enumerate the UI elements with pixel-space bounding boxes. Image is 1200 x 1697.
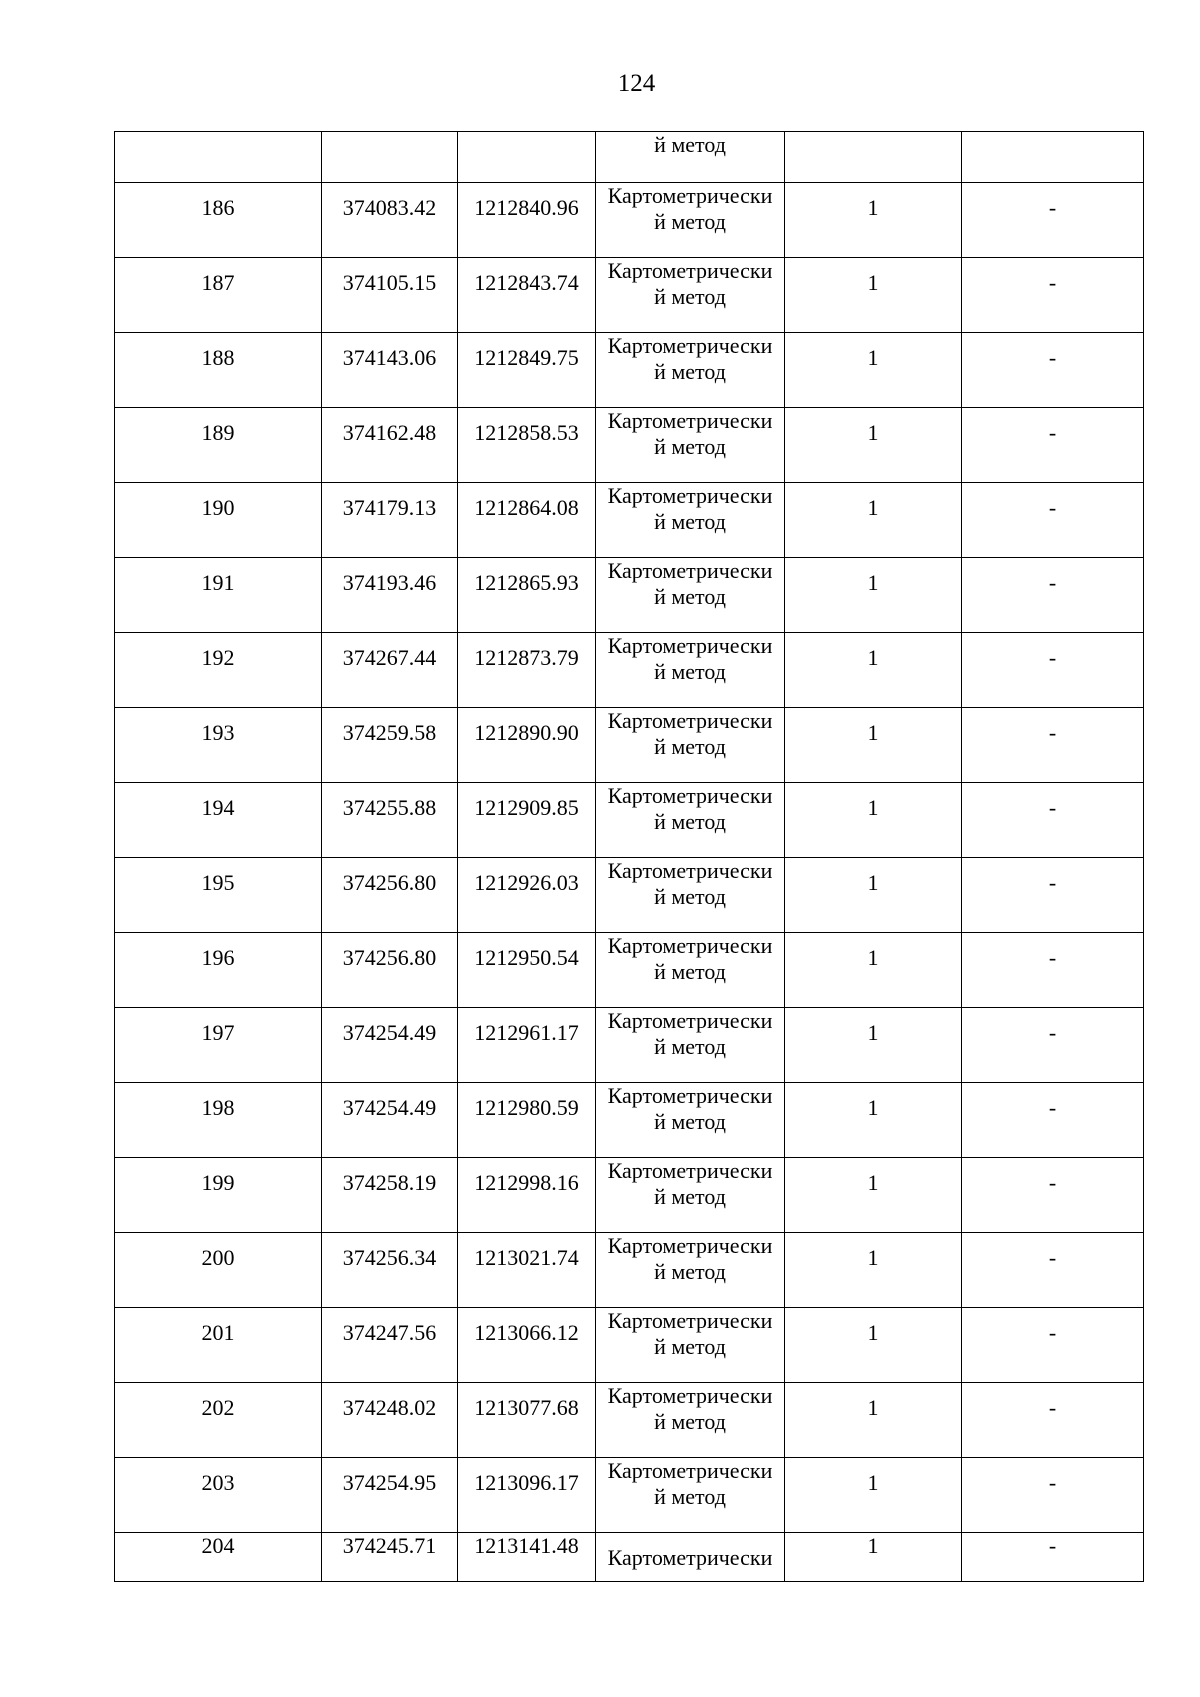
cell-x: 374179.13 xyxy=(322,483,458,558)
cell-accuracy: 1 xyxy=(785,783,962,858)
cell-point-number: 203 xyxy=(115,1458,322,1533)
cell-point-number: 194 xyxy=(115,783,322,858)
cell-method xyxy=(596,258,785,333)
cell-x: 374256.80 xyxy=(322,933,458,1008)
cell-x: 374256.34 xyxy=(322,1233,458,1308)
cell-y: 1212961.17 xyxy=(458,1008,596,1083)
cell-y: 1212980.59 xyxy=(458,1083,596,1158)
cell-note: - xyxy=(962,1158,1144,1233)
cell-point-number: 204 xyxy=(115,1533,322,1582)
cell-y: 1212858.53 xyxy=(458,408,596,483)
method-line-2: й метод xyxy=(654,209,726,234)
method-line-1: Картометрически xyxy=(607,1458,773,1483)
method-line-2: й метод xyxy=(654,1184,726,1209)
cell-y xyxy=(458,132,596,183)
cell-accuracy: 1 xyxy=(785,1533,962,1582)
table-row xyxy=(115,483,1144,558)
continuation-row xyxy=(115,132,1144,183)
method-line-2: й метод xyxy=(654,434,726,459)
method-line-2: й метод xyxy=(654,1409,726,1434)
table-row xyxy=(115,1008,1144,1083)
cell-y: 1213096.17 xyxy=(458,1458,596,1533)
cell-method xyxy=(596,1533,785,1582)
cell-accuracy: 1 xyxy=(785,1083,962,1158)
cell-method xyxy=(596,633,785,708)
cell-method xyxy=(596,333,785,408)
table-row xyxy=(115,633,1144,708)
cell-point-number: 191 xyxy=(115,558,322,633)
table-row xyxy=(115,783,1144,858)
cell-method xyxy=(596,483,785,558)
method-line-2: й метод xyxy=(654,659,726,684)
cell-point-number: 201 xyxy=(115,1308,322,1383)
cell-y: 1212890.90 xyxy=(458,708,596,783)
method-line-2: й метод xyxy=(654,1334,726,1359)
cell-y: 1212864.08 xyxy=(458,483,596,558)
method-line-2: й метод xyxy=(654,1484,726,1509)
page-number: 124 xyxy=(617,70,656,97)
table-row xyxy=(115,183,1144,258)
method-line-2: й метод xyxy=(654,959,726,984)
cell-note: - xyxy=(962,483,1144,558)
cell-y: 1212865.93 xyxy=(458,558,596,633)
cell-note: - xyxy=(962,1383,1144,1458)
method-line-2: й метод xyxy=(654,1259,726,1284)
cell-note: - xyxy=(962,1533,1144,1582)
cell-point-number xyxy=(115,132,322,183)
cell-accuracy: 1 xyxy=(785,1383,962,1458)
cell-x: 374105.15 xyxy=(322,258,458,333)
cell-method xyxy=(596,933,785,1008)
cell-accuracy: 1 xyxy=(785,183,962,258)
cell-y: 1212840.96 xyxy=(458,183,596,258)
cell-point-number: 199 xyxy=(115,1158,322,1233)
cell-method: й метод xyxy=(596,132,785,183)
table-row xyxy=(115,1458,1144,1533)
cell-method xyxy=(596,1158,785,1233)
method-line-1: Картометрически xyxy=(607,408,773,433)
cell-note: - xyxy=(962,1008,1144,1083)
cell-x: 374193.46 xyxy=(322,558,458,633)
cell-method xyxy=(596,558,785,633)
table-row xyxy=(115,1533,1144,1582)
cell-x: 374258.19 xyxy=(322,1158,458,1233)
method-line-1: Картометрически xyxy=(607,1308,773,1333)
table-row xyxy=(115,258,1144,333)
cell-point-number: 192 xyxy=(115,633,322,708)
cell-x: 374245.71 xyxy=(322,1533,458,1582)
cell-accuracy: 1 xyxy=(785,858,962,933)
cell-accuracy xyxy=(785,132,962,183)
cell-y: 1213077.68 xyxy=(458,1383,596,1458)
cell-x: 374259.58 xyxy=(322,708,458,783)
cell-x: 374162.48 xyxy=(322,408,458,483)
cell-x: 374254.95 xyxy=(322,1458,458,1533)
table-row xyxy=(115,558,1144,633)
cell-point-number: 196 xyxy=(115,933,322,1008)
method-line-1: Картометрически xyxy=(607,1158,773,1183)
table-row xyxy=(115,1308,1144,1383)
cell-note: - xyxy=(962,1458,1144,1533)
table-row xyxy=(115,1158,1144,1233)
table-row xyxy=(115,1383,1144,1458)
table-row xyxy=(115,333,1144,408)
table-body xyxy=(115,132,1144,1582)
cell-note: - xyxy=(962,408,1144,483)
cell-accuracy: 1 xyxy=(785,1458,962,1533)
cell-method xyxy=(596,1233,785,1308)
method-line-1: Картометрически xyxy=(607,783,773,808)
cell-note: - xyxy=(962,633,1144,708)
method-line-1: Картометрически xyxy=(607,183,773,208)
table-row xyxy=(115,933,1144,1008)
cell-point-number: 189 xyxy=(115,408,322,483)
cell-x: 374248.02 xyxy=(322,1383,458,1458)
method-line-2: й метод xyxy=(654,359,726,384)
cell-note xyxy=(962,132,1144,183)
cell-method xyxy=(596,1458,785,1533)
cell-method xyxy=(596,1383,785,1458)
cell-note: - xyxy=(962,933,1144,1008)
cell-method xyxy=(596,183,785,258)
table-row xyxy=(115,408,1144,483)
method-line-1: Картометрически xyxy=(607,483,773,508)
cell-note: - xyxy=(962,1083,1144,1158)
cell-accuracy: 1 xyxy=(785,708,962,783)
method-line-2: й метод xyxy=(654,734,726,759)
cell-method xyxy=(596,1308,785,1383)
cell-y: 1212926.03 xyxy=(458,858,596,933)
cell-accuracy: 1 xyxy=(785,558,962,633)
cell-note: - xyxy=(962,558,1144,633)
cell-method xyxy=(596,1008,785,1083)
method-line-1: Картометрически xyxy=(607,1383,773,1408)
cell-point-number: 202 xyxy=(115,1383,322,1458)
cell-x: 374255.88 xyxy=(322,783,458,858)
cell-x: 374247.56 xyxy=(322,1308,458,1383)
cell-note: - xyxy=(962,333,1144,408)
cell-note: - xyxy=(962,708,1144,783)
cell-point-number: 197 xyxy=(115,1008,322,1083)
cell-x: 374267.44 xyxy=(322,633,458,708)
method-line-1: Картометрически xyxy=(607,1545,773,1570)
cell-method xyxy=(596,708,785,783)
cell-accuracy: 1 xyxy=(785,1158,962,1233)
cell-point-number: 195 xyxy=(115,858,322,933)
cell-method xyxy=(596,1083,785,1158)
cell-y: 1212998.16 xyxy=(458,1158,596,1233)
cell-note: - xyxy=(962,183,1144,258)
cell-accuracy: 1 xyxy=(785,408,962,483)
cell-note: - xyxy=(962,1308,1144,1383)
cell-point-number: 190 xyxy=(115,483,322,558)
method-line-1: Картометрически xyxy=(607,558,773,583)
cell-point-number: 198 xyxy=(115,1083,322,1158)
cell-accuracy: 1 xyxy=(785,633,962,708)
method-line-1: Картометрически xyxy=(607,858,773,883)
cell-y: 1213066.12 xyxy=(458,1308,596,1383)
method-line-1: Картометрически xyxy=(607,708,773,733)
cell-accuracy: 1 xyxy=(785,258,962,333)
cell-accuracy: 1 xyxy=(785,1008,962,1083)
cell-y: 1212843.74 xyxy=(458,258,596,333)
cell-note: - xyxy=(962,1233,1144,1308)
cell-x: 374143.06 xyxy=(322,333,458,408)
cell-y: 1213021.74 xyxy=(458,1233,596,1308)
method-line-1: Картометрически xyxy=(607,258,773,283)
method-line-1: Картометрически xyxy=(607,1083,773,1108)
cell-x xyxy=(322,132,458,183)
cell-method xyxy=(596,408,785,483)
cell-y: 1212909.85 xyxy=(458,783,596,858)
cell-accuracy: 1 xyxy=(785,1308,962,1383)
method-line-1: Картометрически xyxy=(607,333,773,358)
table-row xyxy=(115,708,1144,783)
cell-point-number: 200 xyxy=(115,1233,322,1308)
cell-x: 374256.80 xyxy=(322,858,458,933)
cell-point-number: 193 xyxy=(115,708,322,783)
cell-note: - xyxy=(962,783,1144,858)
cell-accuracy: 1 xyxy=(785,483,962,558)
cell-accuracy: 1 xyxy=(785,933,962,1008)
cell-accuracy: 1 xyxy=(785,333,962,408)
method-line-2: й метод xyxy=(654,809,726,834)
cell-method xyxy=(596,783,785,858)
method-line-1: Картометрически xyxy=(607,1008,773,1033)
method-line-2: й метод xyxy=(654,509,726,534)
method-line-1: Картометрически xyxy=(607,1233,773,1258)
table-row xyxy=(115,1083,1144,1158)
method-line-2: й метод xyxy=(654,1034,726,1059)
cell-point-number: 186 xyxy=(115,183,322,258)
method-line-1: Картометрически xyxy=(607,633,773,658)
cell-point-number: 188 xyxy=(115,333,322,408)
table-row xyxy=(115,858,1144,933)
cell-accuracy: 1 xyxy=(785,1233,962,1308)
cell-y: 1212873.79 xyxy=(458,633,596,708)
table-row xyxy=(115,1233,1144,1308)
cell-method xyxy=(596,858,785,933)
cell-point-number: 187 xyxy=(115,258,322,333)
cell-note: - xyxy=(962,258,1144,333)
cell-x: 374254.49 xyxy=(322,1008,458,1083)
cell-y: 1213141.48 xyxy=(458,1533,596,1582)
cell-y: 1212950.54 xyxy=(458,933,596,1008)
method-line-1: Картометрически xyxy=(607,933,773,958)
coordinates-table xyxy=(114,131,1144,1582)
cell-x: 374254.49 xyxy=(322,1083,458,1158)
method-line-2: й метод xyxy=(654,584,726,609)
cell-x: 374083.42 xyxy=(322,183,458,258)
method-line-2: й метод xyxy=(654,884,726,909)
method-line-2: й метод xyxy=(654,284,726,309)
cell-note: - xyxy=(962,858,1144,933)
cell-y: 1212849.75 xyxy=(458,333,596,408)
method-line-2: й метод xyxy=(654,1109,726,1134)
